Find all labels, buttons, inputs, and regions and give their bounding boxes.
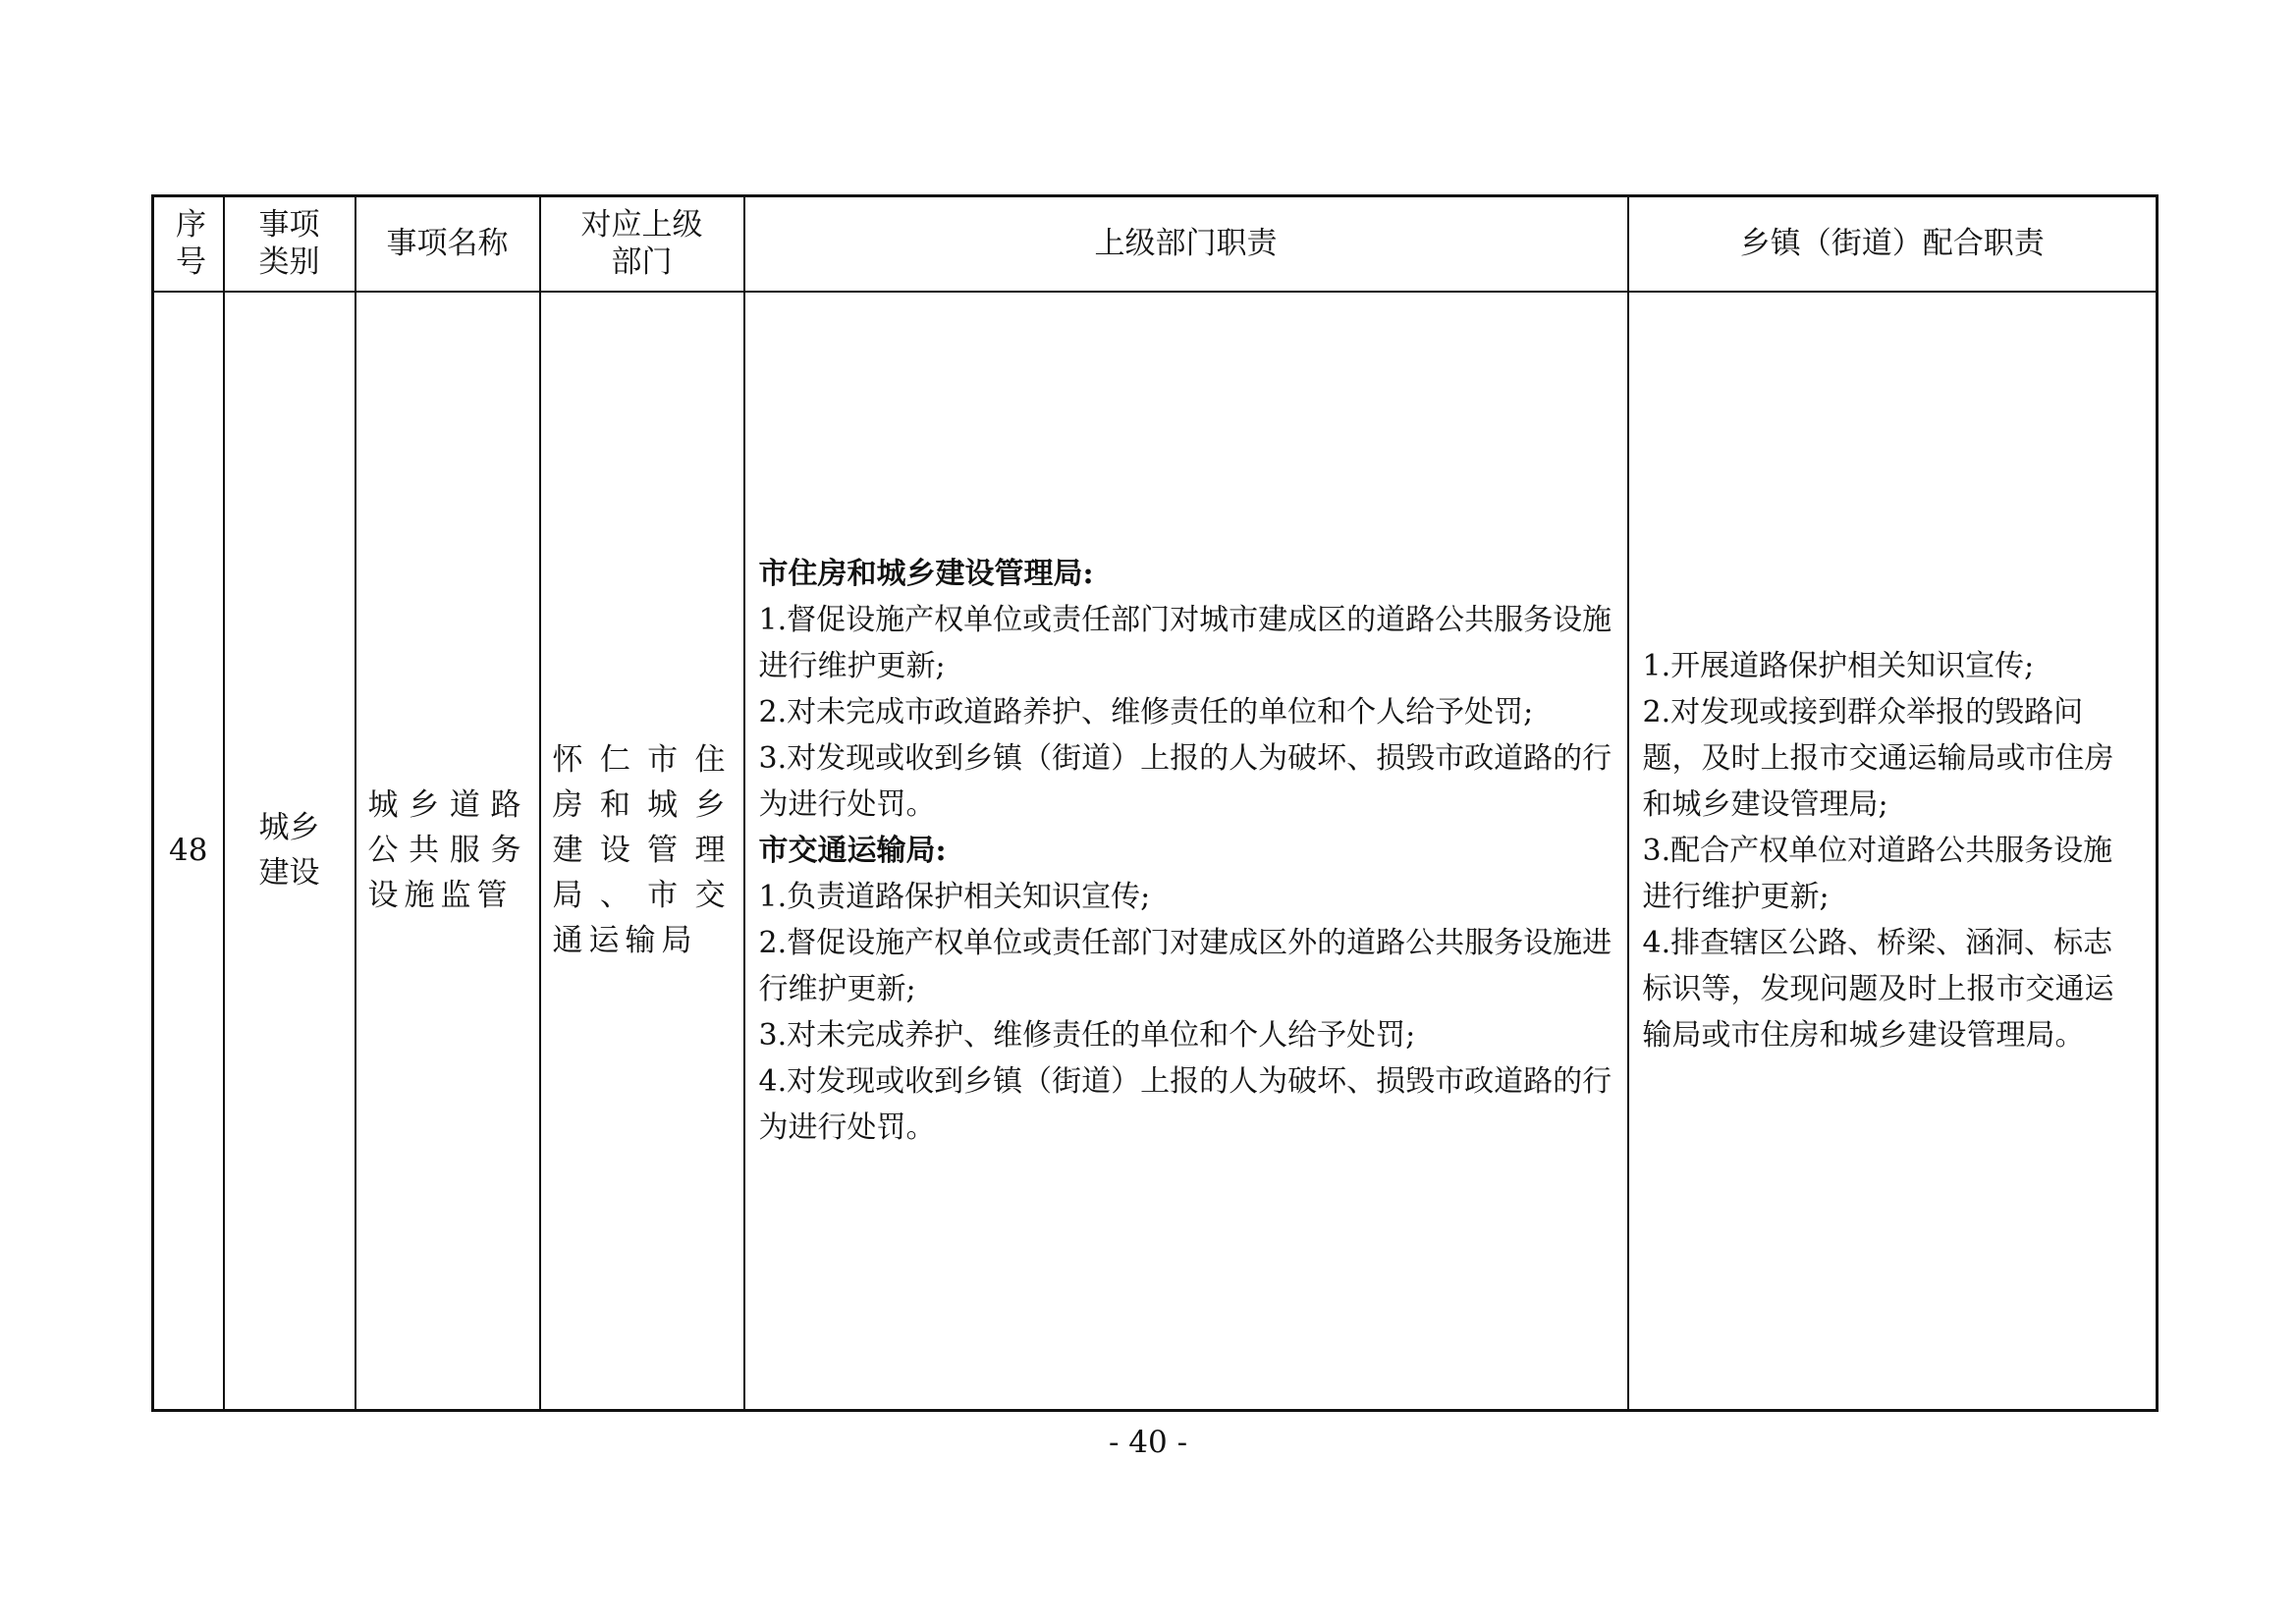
cell-town-duty	[1628, 292, 2158, 1411]
header-upper-duty: 上级部门职责	[744, 196, 1628, 292]
transport-duty-item-4: 4.对发现或收到乡镇（街道）上报的人为破坏、损毁市政道路的行为进行处罚。	[758, 1063, 1613, 1145]
town-duty-item-4: 4.排查辖区公路、桥梁、涵洞、标志标识等，发现问题及时上报市交通运输局或市住房和城乡建设管理局。	[1642, 925, 2114, 1053]
cell-seq: 48	[153, 292, 224, 1411]
town-duty-item-3: 3.配合产权单位对道路公共服务设施进行维护更新;	[1642, 833, 2113, 914]
page-number: - 40 -	[1108, 1425, 1188, 1460]
housing-duty-item-1: 1.督促设施产权单位或责任部门对城市建成区的道路公共服务设施进行维护更新;	[758, 602, 1613, 683]
duty-table	[151, 194, 2159, 1412]
cell-upper-duty	[744, 292, 1628, 1411]
cell-name: 城乡道路公共服务设施监管	[355, 292, 540, 1411]
section-title-transport-bureau: 市交通运输局:	[758, 833, 947, 868]
header-town-duty: 乡镇（街道）配合职责	[1628, 196, 2158, 292]
section-title-housing-bureau: 市住房和城乡建设管理局:	[758, 556, 1094, 591]
town-duty-item-2: 2.对发现或接到群众举报的毁路问题，及时上报市交通运输局或市住房和城乡建设管理局;	[1642, 694, 2114, 822]
transport-duty-item-3: 3.对未完成养护、维修责任的单位和个人给予处罚;	[758, 1017, 1416, 1053]
cell-category: 城乡建设	[224, 292, 355, 1411]
header-category: 事项类别	[224, 196, 355, 292]
town-duty-item-1: 1.开展道路保护相关知识宣传;	[1642, 648, 2035, 683]
header-row	[153, 196, 2158, 292]
cell-dept: 怀仁市住房和城乡建设管理局、市交通运输局	[540, 292, 744, 1411]
header-name: 事项名称	[355, 196, 540, 292]
header-seq: 序号	[153, 196, 224, 292]
housing-duty-item-2: 2.对未完成市政道路养护、维修责任的单位和个人给予处罚;	[758, 694, 1534, 730]
header-dept: 对应上级部门	[540, 196, 744, 292]
housing-duty-item-3: 3.对发现或收到乡镇（街道）上报的人为破坏、损毁市政道路的行为进行处罚。	[758, 740, 1613, 822]
transport-duty-item-1: 1.负责道路保护相关知识宣传;	[758, 879, 1151, 914]
transport-duty-item-2: 2.督促设施产权单位或责任部门对建成区外的道路公共服务设施进行维护更新;	[758, 925, 1613, 1006]
table-row	[153, 292, 2158, 1411]
